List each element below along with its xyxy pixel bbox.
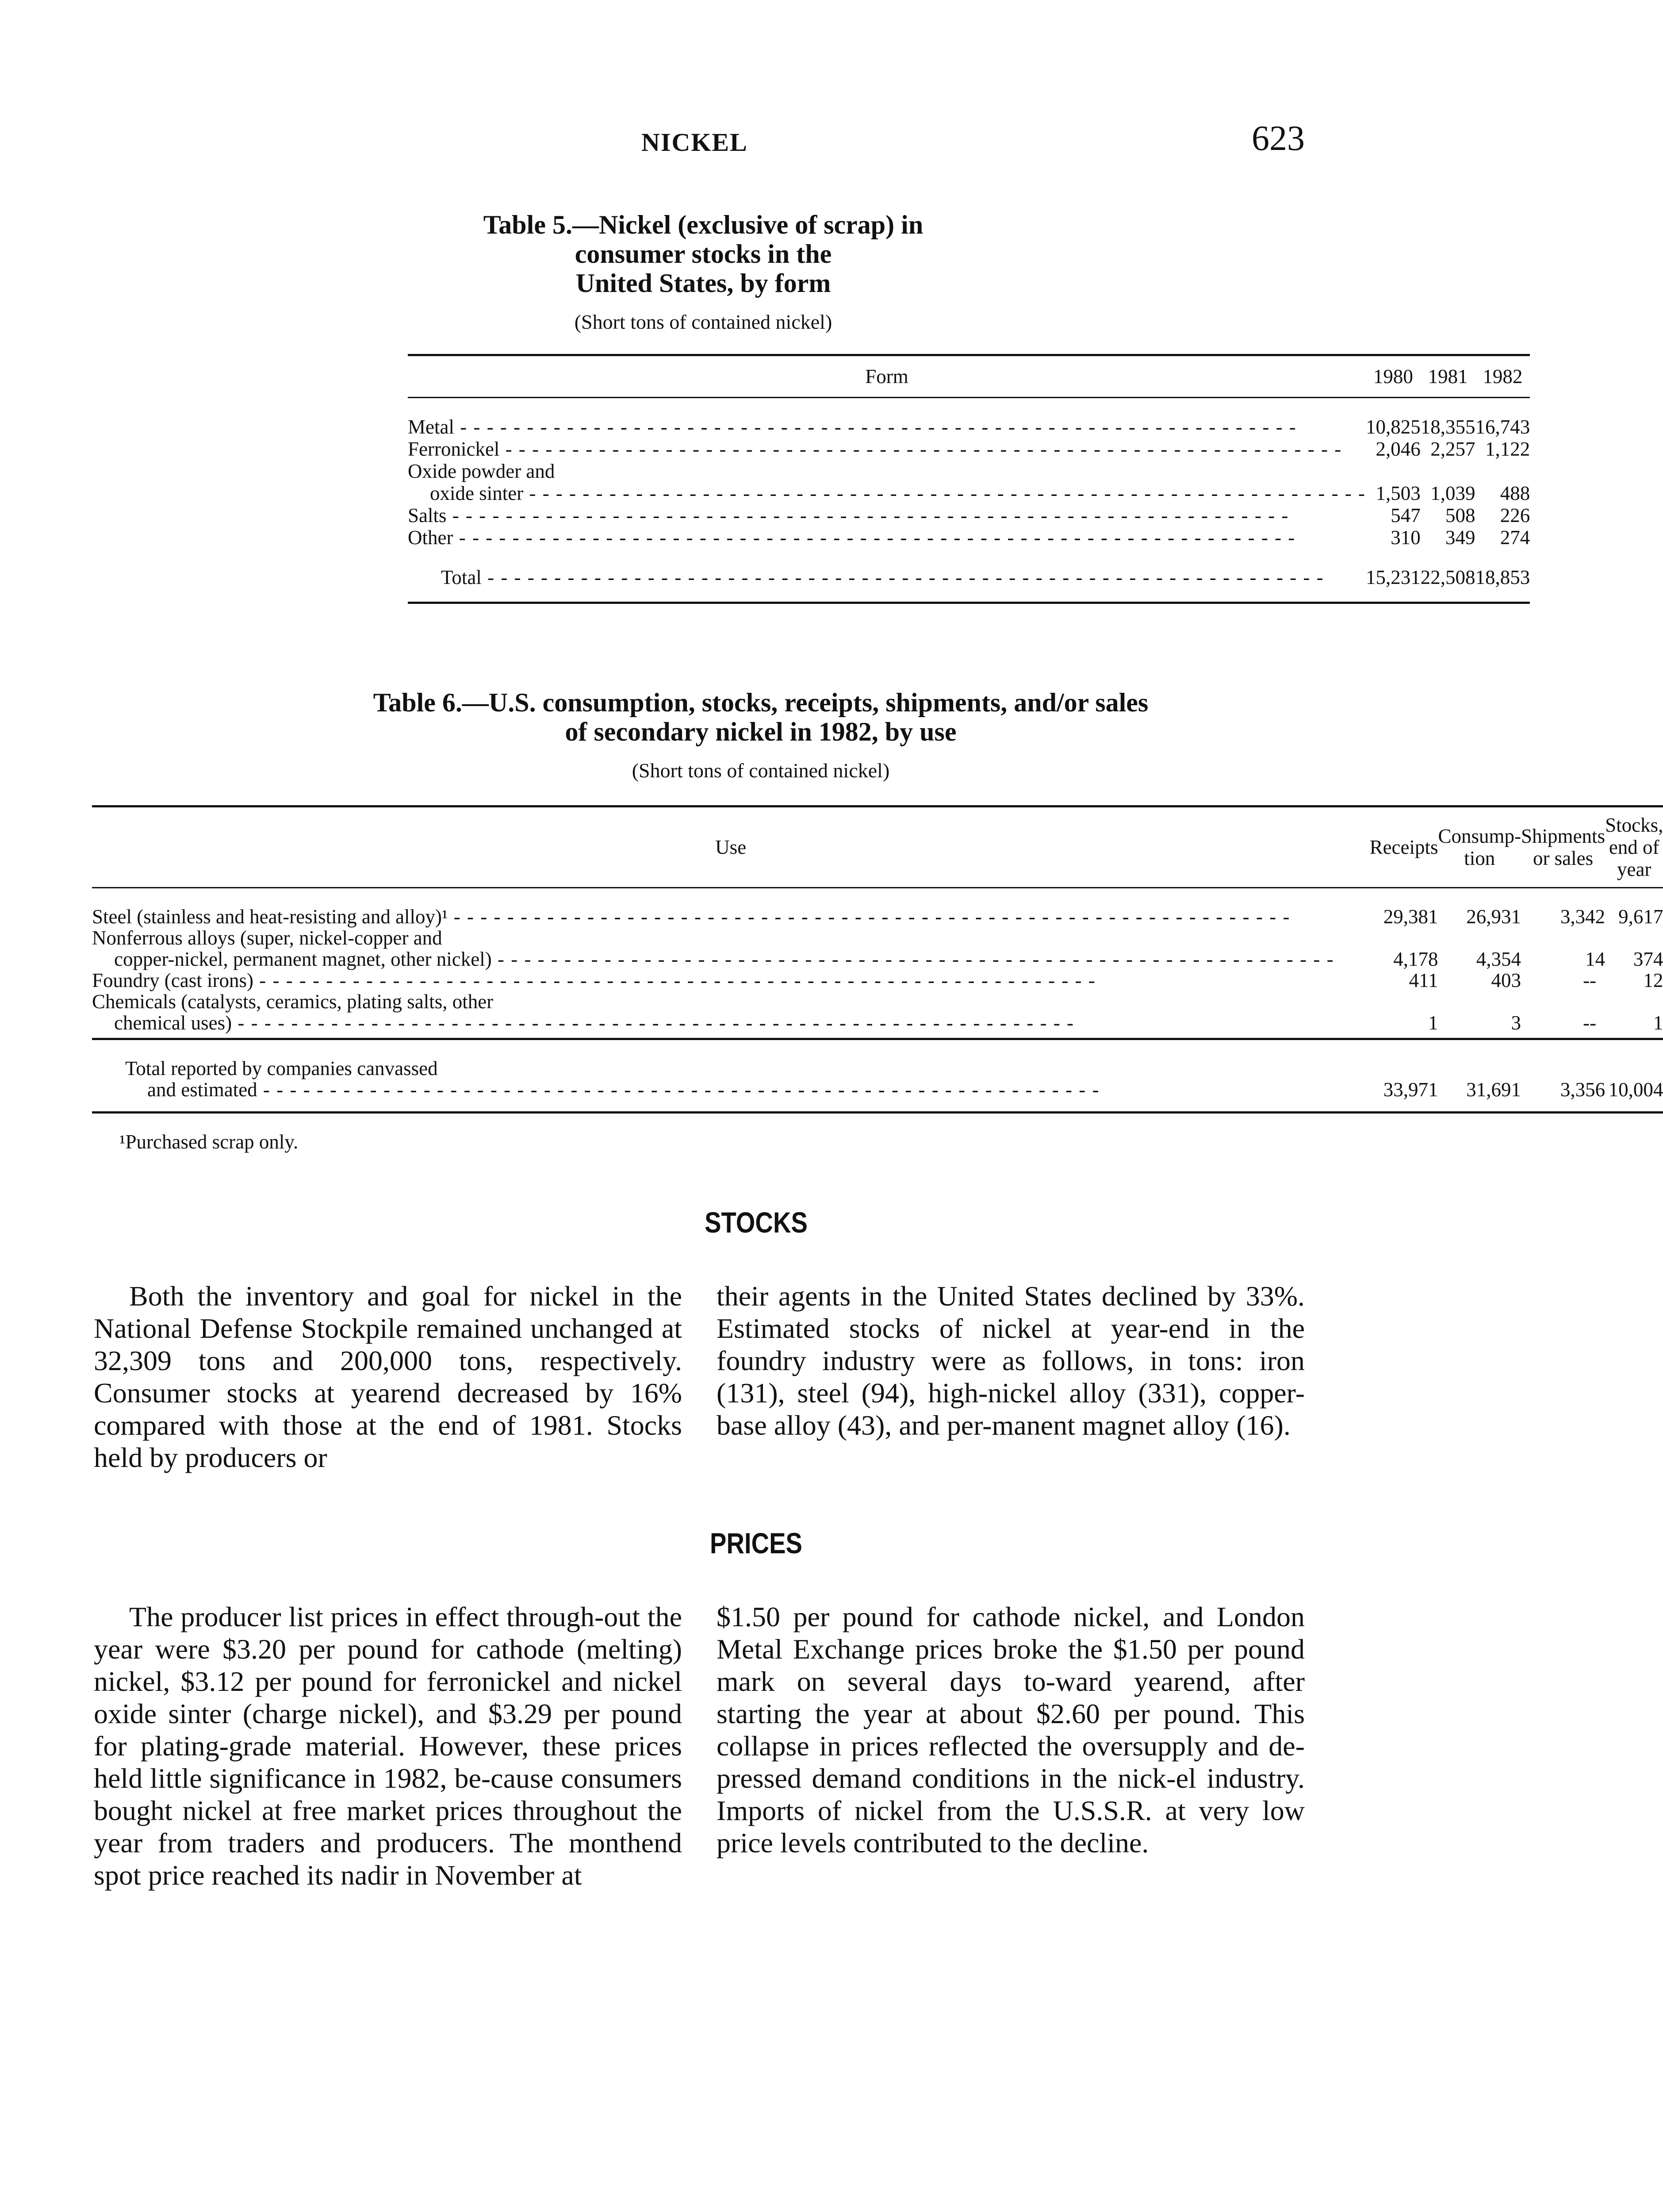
row-label: Ferronickel - - -	[408, 438, 1366, 460]
cell-1982: 1,122	[1485, 438, 1530, 460]
table5-total-row	[408, 566, 1530, 603]
cell-receipts: 1	[1428, 1012, 1438, 1034]
cell-stocks: 374	[1633, 948, 1663, 970]
table6-caption	[133, 688, 1389, 782]
cell-consumption: 3	[1511, 1012, 1521, 1034]
cell-1982: 274	[1500, 526, 1530, 549]
cell-1981: 22,508	[1420, 566, 1475, 588]
page-number: 623	[1252, 119, 1305, 158]
cell-1982: 226	[1500, 504, 1530, 526]
prices-paragraph: $1.50 per pound for cathode nickel, and London Metal Exchange prices broke the $1.50 per pound mark on several days to-ward yearend, after starting the year at about $2.60 per pound. This collapse in prices reflected the oversupply and de-pressed demand conditions in the nick-el industry. Imports of nickel from the U.S.S.R. at very low price levels contributed to the decline.	[717, 1601, 1305, 1859]
column-header: 1982	[1475, 355, 1530, 398]
table-row	[92, 949, 1663, 970]
row-label: Foundry (cast irons) - - -	[92, 970, 1370, 991]
cell-shipments: --	[1583, 969, 1597, 991]
cell-receipts: 411	[1409, 969, 1438, 991]
cell-shipments: 14	[1585, 948, 1606, 970]
cell-receipts: 4,178	[1393, 948, 1438, 970]
table5-units: (Short tons of contained nickel)	[574, 311, 832, 333]
table6-total-row	[92, 1058, 1663, 1079]
cell-1980: 547	[1391, 504, 1421, 526]
cell-receipts: 33,971	[1383, 1079, 1438, 1101]
stocks-left-column	[94, 1280, 682, 1474]
row-label: Other - - -	[408, 526, 1366, 549]
table6-footnote: ¹Purchased scrap only.	[119, 1131, 299, 1153]
cell-consumption: 4,354	[1476, 948, 1521, 970]
prices-right-column	[717, 1601, 1305, 1859]
row-label: Nonferrous alloys (super, nickel-copper and	[92, 927, 442, 949]
cell-stocks: 12	[1643, 969, 1663, 991]
row-label: Chemicals (catalysts, ceramics, plating salts, other	[92, 991, 494, 1013]
cell-1981: 2,257	[1430, 438, 1475, 460]
table6-caption-line: of secondary nickel in 1982, by use	[565, 717, 957, 746]
stocks-heading: STOCKS	[705, 1206, 808, 1239]
row-label: Steel (stainless and heat-resisting and alloy)¹ - - -	[92, 906, 1370, 927]
cell-shipments: --	[1583, 1012, 1597, 1034]
table6-total-row	[92, 1079, 1663, 1113]
cell-1982: 16,743	[1475, 416, 1530, 438]
cell-1980: 310	[1391, 526, 1421, 549]
prices-heading: PRICES	[710, 1527, 802, 1559]
total-label: and estimated - - -	[92, 1079, 1370, 1113]
table6-caption-line: Table 6.—U.S. consumption, stocks, receipts, shipments, and/or sales	[373, 688, 1149, 717]
prices-paragraph: The producer list prices in effect through-out the year were $3.20 per pound for cathode (melting) nickel, $3.12 per pound for ferronickel and nickel oxide sinter (charge nickel), and $3.29 per pound for plating-grade material. However, these prices held little significance in 1982, be-cause consumers bought nickel at free market prices throughout the year from traders and producers. The monthend spot price reached its nadir in November at	[94, 1601, 682, 1891]
cell-1980: 2,046	[1376, 438, 1421, 460]
table-row	[408, 504, 1530, 526]
table-row	[408, 416, 1530, 438]
stocks-paragraph: Both the inventory and goal for nickel in the National Defense Stockpile remained unchanged at 32,309 tons and 200,000 tons, respectively. Consumer stocks at yearend decreased by 16% compared with those at the end of 1981. Stocks held by producers or	[94, 1280, 682, 1473]
table5-caption	[398, 210, 1008, 334]
column-header: Use	[92, 806, 1370, 888]
cell-1981: 349	[1445, 526, 1475, 549]
cell-1980: 15,231	[1366, 566, 1421, 588]
cell-1982: 18,853	[1475, 566, 1530, 588]
row-label: oxide sinter - - -	[408, 482, 1366, 504]
row-label: chemical uses) - - -	[92, 1012, 1370, 1039]
column-header: 1980	[1366, 355, 1421, 398]
row-label: Salts - - -	[408, 504, 1366, 526]
table5-header-row	[408, 355, 1530, 398]
total-label: Total - - -	[408, 566, 1366, 603]
table-row	[408, 460, 1530, 482]
table-row	[92, 906, 1663, 927]
stocks-right-column	[717, 1280, 1305, 1441]
cell-consumption: 31,691	[1466, 1079, 1521, 1101]
cell-1981: 1,039	[1430, 482, 1475, 504]
cell-shipments: 3,342	[1560, 906, 1606, 928]
column-header: Form	[408, 355, 1366, 398]
table-row	[92, 927, 1663, 949]
table6	[92, 805, 1663, 1114]
running-title: NICKEL	[641, 128, 748, 157]
table-row	[408, 438, 1530, 460]
cell-1980: 10,825	[1366, 416, 1421, 438]
table5	[408, 354, 1530, 604]
cell-stocks: 10,004	[1608, 1079, 1663, 1101]
cell-1982: 488	[1500, 482, 1530, 504]
row-label: Metal - - -	[408, 416, 1366, 438]
table5-caption-line: United States, by form	[575, 269, 831, 298]
row-label: Oxide powder and	[408, 460, 555, 482]
table6-header-row	[92, 806, 1663, 888]
table-row	[92, 1012, 1663, 1039]
cell-1981: 18,355	[1420, 416, 1475, 438]
table-row	[92, 991, 1663, 1012]
cell-stocks: 1	[1653, 1012, 1663, 1034]
cell-stocks: 9,617	[1618, 906, 1663, 928]
cell-shipments: 3,356	[1560, 1079, 1606, 1101]
total-label: Total reported by companies canvassed	[125, 1057, 438, 1079]
table5-caption-line: consumer stocks in the	[575, 239, 832, 269]
column-header: 1981	[1421, 355, 1475, 398]
table-row	[408, 482, 1530, 504]
table-row	[92, 970, 1663, 991]
cell-1980: 1,503	[1376, 482, 1421, 504]
table5-caption-line: Table 5.—Nickel (exclusive of scrap) in	[483, 210, 923, 239]
cell-consumption: 403	[1491, 969, 1521, 991]
cell-1981: 508	[1445, 504, 1475, 526]
cell-consumption: 26,931	[1466, 906, 1521, 928]
cell-receipts: 29,381	[1383, 906, 1438, 928]
table6-units: (Short tons of contained nickel)	[632, 759, 890, 782]
stocks-paragraph: their agents in the United States declined by 33%. Estimated stocks of nickel at year-end in the foundry industry were as follows, in tons: iron (131), steel (94), high-nickel alloy (331), copper-base alloy (43), and per-manent magnet alloy (16).	[717, 1280, 1305, 1441]
row-label: copper-nickel, permanent magnet, other nickel) - - -	[92, 949, 1370, 970]
column-header: Receipts	[1370, 806, 1438, 888]
table-row	[408, 526, 1530, 549]
column-header: Shipments or sales	[1521, 806, 1605, 888]
column-header: Consump- tion	[1438, 806, 1521, 888]
column-header: Stocks, end of year	[1605, 806, 1663, 888]
prices-left-column	[94, 1601, 682, 1891]
